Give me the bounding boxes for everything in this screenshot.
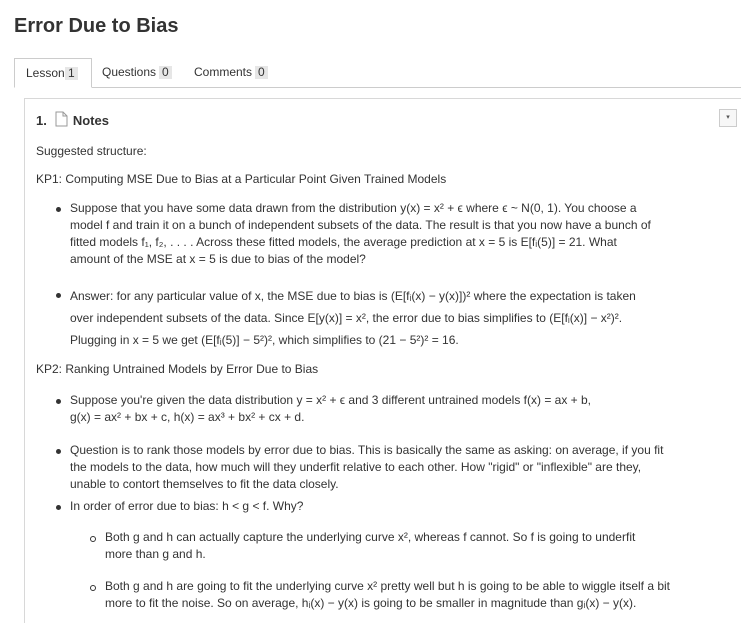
kp2-s1-line-2: more than g and h. <box>105 547 206 561</box>
kp1-b2-line-1: Answer: for any particular value of x, the MSE due to bias is (E[fᵢ(x) − y(x)])² where the expectation is taken <box>70 289 636 303</box>
tab-comments-label: Comments <box>194 65 253 79</box>
kp1-bullet-1 <box>70 200 651 268</box>
item-number: 1. <box>36 113 47 128</box>
kp2-s2-line-1: Both g and h are going to fit the underlying curve x² pretty well but h is going to be able to wiggle itself a bit <box>105 579 671 593</box>
kp1-b1-line-3: fitted models f₁, f₂, . . . . Across these fitted models, the average prediction at x = 5 is E[fᵢ(5)] = 21. What <box>70 235 617 249</box>
kp2-b3-line-1: In order of error due to bias: h < g < f. Why? <box>70 499 304 513</box>
kp1-b1-line-4: amount of the MSE at x = 5 is due to bias of the model? <box>70 252 366 266</box>
tab-questions-count: 0 <box>159 66 172 79</box>
bullet-icon <box>56 207 61 212</box>
kp1-b2-line-2: over independent subsets of the data. Since E[y(x)] = x², the error due to bias simplifies to (E[fᵢ(x)] − x²)². <box>70 311 623 325</box>
tab-bar <box>14 58 741 88</box>
bullet-icon <box>56 399 61 404</box>
kp2-s1-line-1: Both g and h can actually capture the underlying curve x², whereas f cannot. So f is going to underfit <box>105 530 636 544</box>
circle-bullet-icon <box>90 585 96 591</box>
tab-comments[interactable] <box>194 58 284 86</box>
intro-text: Suggested structure: <box>36 144 147 158</box>
kp2-b2-line-1: Question is to rank those models by error due to bias. This is basically the same as asking: on average, if you fit <box>70 443 664 457</box>
page-title: Error Due to Bias <box>14 15 179 37</box>
tab-questions[interactable] <box>102 58 184 86</box>
kp2-bullet-3 <box>70 498 303 515</box>
tab-lesson-count: 1 <box>65 67 78 80</box>
tab-lesson-label: Lesson <box>26 66 65 80</box>
tab-questions-label: Questions <box>102 65 157 79</box>
document-icon <box>55 111 68 130</box>
chevron-down-icon[interactable]: ▾ <box>719 109 737 127</box>
bullet-icon <box>56 449 61 454</box>
kp2-b1-line-2: g(x) = ax² + bx + c, h(x) = ax³ + bx² + cx + d. <box>70 410 305 424</box>
kp1-b1-line-2: model f and train it on a bunch of independent subsets of the data. The result is that you now have a bunch of <box>70 218 651 232</box>
item-header <box>36 111 109 130</box>
kp2-b2-line-3: unable to contort themselves to fit the data closely. <box>70 477 339 491</box>
notes-panel <box>24 98 741 623</box>
kp2-sub-bullet-2 <box>105 578 670 612</box>
kp2-bullet-2 <box>70 442 663 493</box>
item-title: Notes <box>72 113 109 128</box>
kp1-heading: KP1: Computing MSE Due to Bias at a Particular Point Given Trained Models <box>36 172 447 186</box>
kp2-s2-line-2: more to fit the noise. So on average, hᵢ(x) − y(x) is going to be smaller in magnitude than gᵢ(x) − y(x). <box>105 596 637 610</box>
kp1-b1-line-1: Suppose that you have some data drawn from the distribution y(x) = x² + ϵ where ϵ ~ N(0, 1). You choose a <box>70 201 637 215</box>
kp2-b1-line-1: Suppose you're given the data distribution y = x² + ϵ and 3 different untrained models f(x) = ax + b, <box>70 393 592 407</box>
kp1-bullet-2 <box>70 285 636 351</box>
bullet-icon <box>56 293 61 298</box>
kp1-b2-line-3: Plugging in x = 5 we get (E[fᵢ(5)] − 5²)², which simplifies to (21 − 5²)² = 16. <box>70 333 459 347</box>
kp2-heading: KP2: Ranking Untrained Models by Error Due to Bias <box>36 362 319 376</box>
kp2-sub-bullet-1 <box>105 529 635 563</box>
tab-lesson[interactable] <box>14 58 92 88</box>
tab-comments-count: 0 <box>255 66 268 79</box>
kp2-b2-line-2: the models to the data, how much will they underfit relative to each other. How "rigid" or "inflexible" are they, <box>70 460 642 474</box>
bullet-icon <box>56 505 61 510</box>
circle-bullet-icon <box>90 536 96 542</box>
kp2-bullet-1 <box>70 392 591 426</box>
